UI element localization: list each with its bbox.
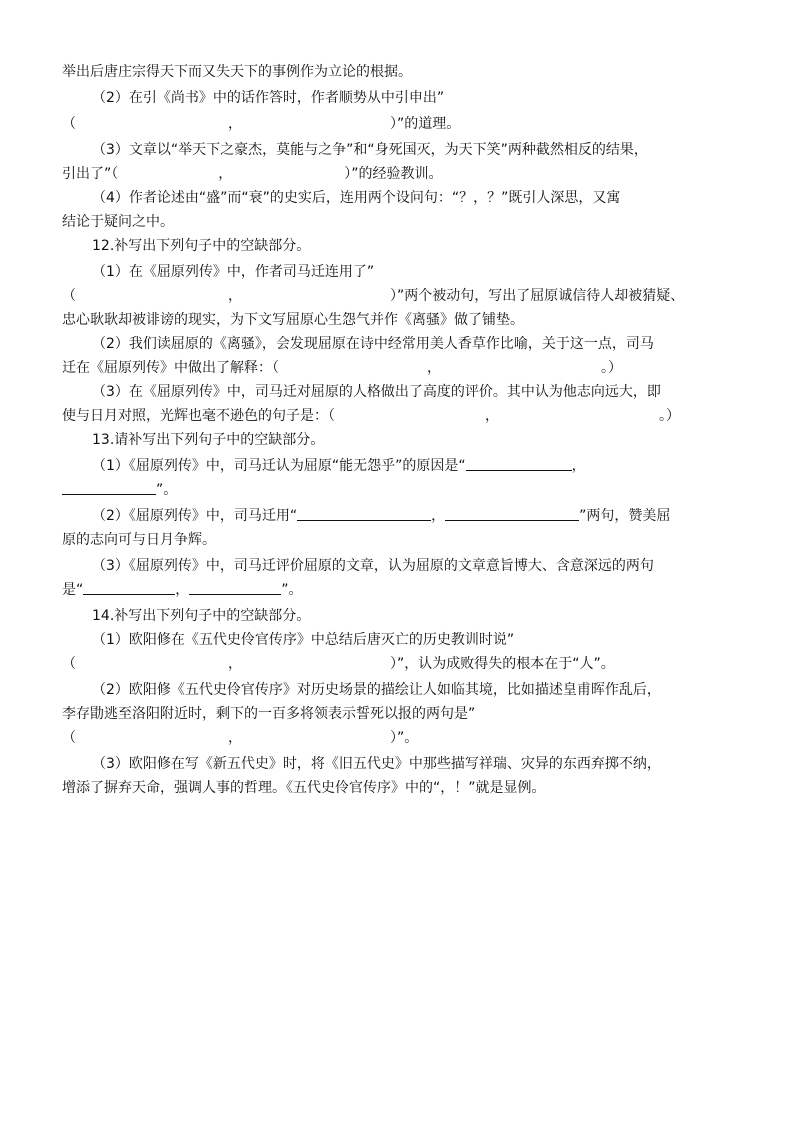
text: （: [62, 288, 76, 304]
answer-blank[interactable]: [445, 506, 579, 521]
text: （3）欧阳修在写《新五代史》时，将《旧五代史》中那些描写祥瑞、灾异的东西弃掷不纳，: [92, 756, 661, 772]
text: ，: [218, 166, 233, 182]
q14-part1-line2: [62, 652, 734, 676]
text: ，: [175, 582, 190, 598]
q14-part3-line2: [62, 776, 734, 800]
text: 。）: [601, 360, 622, 376]
text: ”。: [281, 582, 303, 598]
q11-continuation: [62, 60, 734, 84]
text: （4）作者论述由“盛”而“衰”的史实后，连用两个设问句：“？，？”既引人深思，又寓: [92, 190, 621, 206]
text: ，: [228, 116, 242, 132]
text: （3）《屈原列传》中，司马迁评价屈原的文章，认为屈原的文章意旨博大、含意深远的两句: [92, 558, 654, 574]
text: 忠心耿耿却被诽谤的现实，为下文写屈原心生怨气并作《离骚》做了铺垫。: [62, 312, 524, 328]
q14-part2-line2: [62, 702, 734, 726]
q14-part1-line1: [92, 628, 734, 652]
q13-part1-line2: [62, 478, 734, 502]
q11-part4-line1: [92, 186, 734, 210]
q12-part1-line2: [62, 284, 734, 308]
text: （1）在《屈原列传》中，作者司马迁连用了”: [92, 264, 375, 280]
q11-part2-line2: [62, 112, 734, 136]
text: ，: [228, 288, 242, 304]
text: 13.请补写出下列句子中的空缺部分。: [92, 432, 325, 448]
q13-title: [92, 428, 734, 452]
text: （1）《屈原列传》中，司马迁认为屈原“能无怨乎”的原因是“: [92, 458, 466, 474]
text: 迁在《屈原列传》中做出了解释：（: [62, 360, 279, 376]
text: ）”两个被动句，写出了屈原诚信待人却被猜疑、: [390, 288, 685, 304]
text: ，: [228, 656, 242, 672]
text: （: [62, 116, 76, 132]
q13-part1-line1: [92, 454, 734, 478]
text: （3）在《屈原列传》中，司马迁对屈原的人格做出了高度的评价。其中认为他志向远大，即: [92, 384, 661, 400]
text: 是“: [62, 582, 84, 598]
text: ，: [427, 360, 441, 376]
text: （2）《屈原列传》中，司马迁用“: [92, 508, 298, 524]
answer-blank[interactable]: [189, 580, 281, 595]
text: （2）在引《尚书》中的话作答时，作者顺势从中引申出”: [92, 90, 445, 106]
text: ，: [485, 408, 499, 424]
text: （: [62, 730, 76, 746]
text: （: [62, 656, 76, 672]
text: ，: [571, 458, 586, 474]
text: （2）欧阳修《五代史伶官传序》对历史场景的描绘让人如临其境，比如描述皇甫晖作乱后，: [92, 682, 661, 698]
q12-part2-line1: [92, 332, 734, 356]
q11-part4-line2: [62, 210, 734, 234]
q11-part3-line1: [92, 138, 734, 162]
text: ，: [228, 730, 242, 746]
text: （2）我们读屈原的《离骚》，会发现屈原在诗中经常用美人香草作比喻，关于这一点，司马: [92, 336, 654, 352]
text: ，: [431, 508, 446, 524]
answer-blank[interactable]: [297, 506, 431, 521]
q12-title: [92, 234, 734, 258]
answer-blank[interactable]: [466, 456, 572, 471]
answer-blank[interactable]: [62, 480, 156, 495]
text: 李存勖逃至洛阳附近时，剩下的一百多将领表示誓死以报的两句是”: [62, 706, 476, 722]
q14-title: [92, 604, 734, 628]
q13-part3-line2: [62, 578, 734, 602]
q12-part3-line2: [62, 404, 734, 428]
text: 12.补写出下列句子中的空缺部分。: [92, 238, 311, 254]
text: ”。: [156, 482, 178, 498]
text: ）”。: [390, 730, 419, 746]
q12-part3-line1: [92, 380, 734, 404]
text: 。）: [659, 408, 680, 424]
text: 引出了”（: [62, 166, 119, 182]
answer-blank[interactable]: [83, 580, 175, 595]
text: 增添了摒弃天命，强调人事的哲理。《五代史伶官传序》中的“，！”就是显例。: [62, 780, 546, 796]
q11-part3-line2: [62, 162, 734, 186]
text: 结论于疑问之中。: [62, 214, 174, 230]
text: （3）文章以“举天下之豪杰，莫能与之争”和“身死国灭，为天下笑”两种截然相反的结果，: [92, 142, 648, 158]
text: 14.补写出下列句子中的空缺部分。: [92, 608, 311, 624]
text: （1）欧阳修在《五代史伶官传序》中总结后唐灭亡的历史教训时说”: [92, 632, 515, 648]
text: ”两句，赞美屈: [579, 508, 671, 524]
q12-part1-line3: [62, 308, 734, 332]
text: 使与日月对照，光辉也毫不逊色的句子是：（: [62, 408, 335, 424]
text: 原的志向可与日月争辉。: [62, 532, 216, 548]
q12-part2-line2: [62, 356, 734, 380]
q12-part1-line1: [92, 260, 734, 284]
q14-part2-line1: [92, 678, 734, 702]
q13-part2-line1: [92, 504, 734, 528]
text: 举出后唐庄宗得天下而又失天下的事例作为立论的根据。: [62, 64, 412, 80]
q14-part3-line1: [92, 752, 734, 776]
text: ）”，认为成败得失的根本在于“人”。: [390, 656, 615, 672]
q11-part2-line1: [92, 86, 734, 110]
text: ）”的道理。: [390, 116, 461, 132]
text: ）”的经验教训。: [344, 166, 443, 182]
q14-part2-line3: [62, 726, 734, 750]
q13-part3-line1: [92, 554, 734, 578]
q13-part2-line2: [62, 528, 734, 552]
